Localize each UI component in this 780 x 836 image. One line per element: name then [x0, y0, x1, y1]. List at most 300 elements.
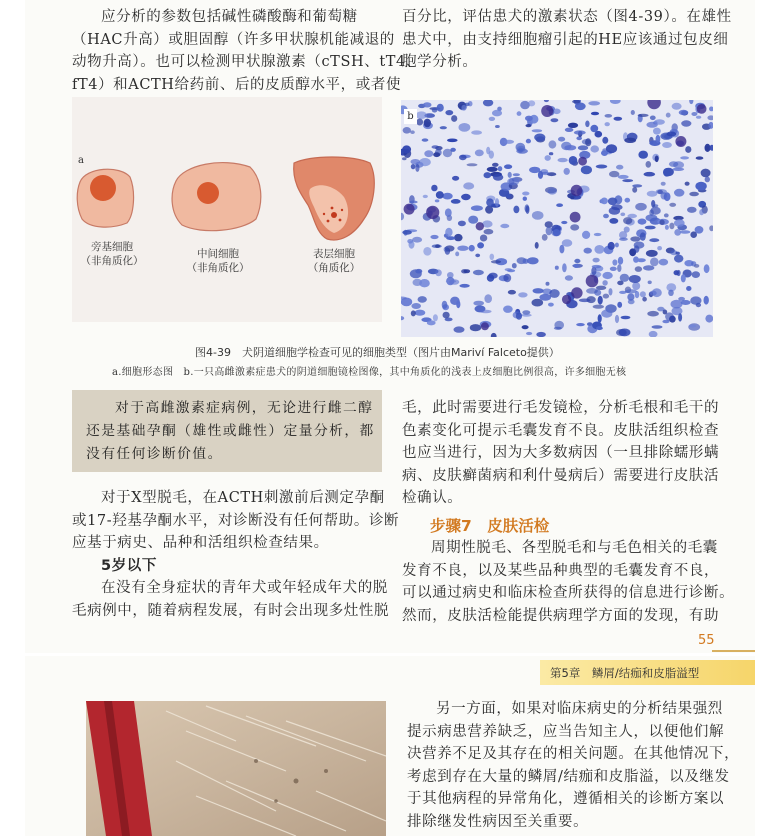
stained-cell [668, 290, 674, 296]
stained-cell [609, 288, 613, 295]
stained-cell [634, 242, 645, 249]
stained-cell [409, 201, 418, 204]
stained-cell [493, 174, 503, 181]
text-line: 毛病例中，随着病程发展，有时会出现多灶性脱 [72, 602, 390, 619]
figure-caption: 图4-39 犬阴道细胞学检查可见的细胞类型（图片由Mariví Falceto提供） [195, 346, 560, 359]
stained-cell [602, 137, 608, 144]
stained-cell [551, 118, 559, 122]
stained-cell [506, 194, 511, 198]
text-line: 发育不良，以及某些品种典型的毛囊发育不良， [402, 562, 720, 579]
stained-cell [518, 292, 527, 297]
stained-cell [696, 156, 704, 159]
stained-cell [631, 110, 635, 115]
stained-cell [679, 110, 689, 115]
text-line: 动物升高）。也可以检测甲状腺激素（cTSH、tT4、 [72, 54, 421, 71]
stained-cell [480, 310, 492, 313]
stained-cell [601, 150, 608, 156]
figure-caption-sub: a.细胞形态图 b.一只高雌激素症患犬的阴道细胞镜检图像，其中角质化的浅表上皮细胞比例很高，许多细胞无核 [112, 367, 627, 378]
stained-cell [638, 151, 648, 159]
stained-cell [542, 234, 548, 241]
step-7-heading: 步骤7 皮肤活检 [430, 517, 550, 535]
stained-cell [699, 209, 704, 215]
stained-cell [601, 310, 612, 318]
stained-cell [674, 219, 685, 226]
stained-cell [536, 332, 546, 337]
stained-cell [619, 329, 631, 337]
stained-cell [643, 265, 654, 270]
stained-cell [522, 192, 529, 196]
stained-cell [532, 299, 544, 307]
stained-cell [590, 145, 599, 152]
left-column-text [72, 487, 399, 623]
stained-cell [602, 272, 612, 279]
stained-cell [646, 161, 652, 168]
stain-dot [323, 213, 325, 215]
stained-cell [579, 299, 591, 303]
stained-cell [611, 204, 622, 210]
stained-cell [642, 297, 647, 302]
stained-cell [614, 117, 623, 121]
stained-cell [401, 298, 412, 307]
stained-cell [644, 172, 656, 177]
stained-cell [666, 113, 671, 118]
stained-cell [672, 103, 682, 110]
text-line: 另一方面，如果对临床病史的分析结果强烈 [436, 701, 723, 717]
stained-cell [435, 244, 440, 248]
stained-cell [655, 156, 659, 163]
text-line: 排除继发性病因至关重要。 [407, 813, 589, 830]
stained-cell [423, 195, 428, 198]
stained-cell [445, 110, 453, 115]
stained-cell [686, 286, 691, 291]
stained-cell [512, 263, 517, 268]
stained-cell [605, 114, 613, 118]
stained-cell [491, 260, 501, 263]
stained-cell [516, 312, 522, 319]
stained-cell [508, 290, 516, 295]
right-column-text-2 [402, 537, 734, 627]
stained-cell [471, 130, 482, 134]
stained-cell [549, 140, 557, 148]
page-number-rule [712, 650, 755, 652]
stained-cell [409, 241, 415, 249]
stained-cell [593, 258, 600, 263]
stained-cell [443, 312, 450, 319]
stained-cell [562, 263, 567, 272]
stained-cell [492, 110, 502, 117]
stained-cell [624, 138, 636, 143]
stained-cell [504, 164, 512, 169]
stained-cell [623, 217, 632, 224]
stained-cell [526, 139, 531, 144]
stained-cell [538, 171, 543, 179]
stained-cell [661, 182, 666, 186]
nucleated-cell [586, 275, 599, 288]
stained-cell [433, 152, 440, 157]
text-line: 应分析的参数包括碱性磷酸酶和葡萄糖 [101, 9, 358, 25]
stained-cell [433, 314, 438, 321]
stained-cell [568, 123, 578, 128]
stained-cell [690, 296, 701, 304]
nucleated-cell [404, 204, 415, 215]
stained-cell [427, 320, 436, 325]
stained-cell [402, 157, 407, 160]
stained-cell [528, 100, 535, 106]
stained-cell [411, 159, 421, 164]
stained-cell [436, 191, 444, 199]
pyknotic-nucleus [331, 212, 337, 218]
stained-cell [526, 124, 532, 127]
stained-cell [533, 288, 544, 293]
figure-label-b: b [404, 109, 417, 124]
stained-cell [440, 126, 447, 129]
stained-cell [445, 228, 452, 237]
stained-cell [423, 247, 431, 256]
stained-cell [437, 104, 444, 112]
text-line: （HAC升高）或胆固醇（许多甲状腺机能减退的 [72, 31, 395, 48]
cytology-micrograph [401, 100, 713, 337]
stained-cell [672, 168, 684, 171]
stained-cell [574, 259, 580, 263]
stained-cell [648, 281, 652, 285]
stained-cell [458, 221, 466, 227]
stained-cell [432, 145, 439, 149]
stained-cell [640, 232, 646, 240]
stained-cell [596, 165, 608, 169]
stained-cell [548, 303, 554, 307]
text-line: 百分比，评估患犬的激素状态（图4-39）。在雄性 [402, 9, 732, 25]
stained-cell [680, 230, 691, 234]
right-column-text [402, 397, 719, 510]
stained-cell [620, 274, 629, 282]
stained-cell [664, 213, 669, 217]
stained-cell [402, 145, 411, 153]
stained-cell [516, 148, 528, 153]
stained-cell [590, 125, 598, 133]
stained-cell [632, 184, 642, 187]
stained-cell [442, 301, 448, 309]
stained-cell [689, 192, 699, 197]
stained-cell [695, 182, 706, 191]
stained-cell [415, 269, 422, 274]
stained-cell [689, 325, 697, 328]
nucleated-cell [570, 212, 581, 223]
stained-cell [645, 226, 656, 230]
stained-cell [593, 305, 604, 309]
top-right-paragraph [402, 6, 732, 74]
stained-cell [654, 119, 665, 125]
stain-dot [339, 219, 342, 222]
text-line: 对于X型脱毛，在ACTH刺激前后测定孕酮 [101, 490, 385, 506]
stained-cell [652, 325, 663, 328]
text-line: 检确认。 [402, 490, 463, 507]
stained-cell [403, 127, 411, 134]
stained-cell [625, 198, 631, 203]
stained-cell [435, 269, 442, 276]
stained-cell [526, 332, 532, 335]
text-line: 患犬中，由支持细胞瘤引起的HE应该通过包皮细 [402, 31, 729, 48]
stain-dot [331, 207, 334, 210]
stained-cell [661, 192, 667, 199]
stained-cell [617, 264, 621, 272]
text-line: 于其他病程的异常角化，遵循相关的诊断方案以 [407, 791, 725, 808]
stained-cell [430, 235, 438, 239]
stained-cell [513, 206, 519, 214]
stained-cell [609, 171, 619, 177]
stained-cell [585, 121, 589, 128]
stained-cell [691, 112, 697, 116]
stained-cell [674, 189, 684, 197]
parabasal-nucleus [90, 175, 116, 201]
stained-cell [650, 291, 657, 296]
stained-cell [477, 242, 484, 248]
stained-cell [507, 178, 519, 186]
stained-cell [555, 266, 559, 270]
stained-cell [468, 216, 478, 224]
micrograph-image [401, 100, 713, 337]
stained-cell [662, 142, 672, 148]
text-line: 对于高雌激素症病例，无论进行雌二醇 [115, 400, 374, 416]
stained-cell [705, 177, 710, 183]
stained-cell [685, 182, 690, 186]
stained-cell [681, 120, 691, 126]
stained-cell [692, 271, 700, 278]
stained-cell [424, 150, 433, 157]
stained-cell [412, 237, 422, 243]
nucleated-cell [578, 157, 587, 166]
stained-cell [608, 242, 615, 250]
stained-cell [459, 123, 471, 132]
stained-cell [444, 247, 449, 252]
stained-cell [461, 194, 471, 200]
stained-cell [489, 151, 494, 159]
nucleated-cell [481, 322, 489, 330]
stained-cell [503, 306, 513, 313]
stained-cell [620, 213, 625, 217]
stained-cell [671, 300, 683, 309]
stained-cell [647, 191, 658, 197]
stained-cell [459, 284, 469, 288]
dog-skin-photo [86, 701, 386, 836]
stained-cell [415, 164, 419, 172]
stained-cell [490, 254, 495, 260]
stained-cell [545, 155, 551, 161]
stained-cell [576, 136, 582, 140]
stained-cell [484, 172, 492, 178]
stained-cell [615, 315, 619, 323]
note-text [86, 397, 375, 466]
stained-cell [570, 196, 574, 199]
stained-cell [603, 294, 609, 299]
stained-cell [527, 257, 539, 264]
stained-cell [522, 310, 530, 314]
stained-cell [424, 119, 431, 128]
stained-cell [447, 139, 458, 143]
cell-label-intermediate: 中间细胞 （非角质化） [186, 248, 250, 274]
stained-cell [517, 111, 522, 116]
text-line: 还是基础孕酮（雄性或雌性）定量分析，都 [86, 423, 375, 439]
stained-cell [622, 179, 633, 182]
stained-cell [657, 246, 662, 250]
stained-cell [591, 112, 599, 116]
stained-cell [419, 158, 431, 166]
stained-cell [523, 197, 527, 201]
subheading-under-5: 5岁以下 [101, 557, 157, 574]
stained-cell [464, 269, 471, 273]
stained-cell [581, 166, 592, 175]
stained-cell [467, 163, 478, 166]
stained-cell [632, 187, 637, 193]
text-line: 没有任何诊断价值。 [86, 446, 223, 462]
stained-cell [629, 275, 641, 283]
nucleated-cell [571, 185, 583, 197]
stained-cell [564, 168, 570, 175]
stained-cell [596, 326, 603, 330]
stained-cell [687, 207, 697, 213]
stained-cell [605, 122, 610, 126]
stained-cell [452, 176, 459, 181]
stained-cell [454, 234, 463, 241]
stained-cell [582, 231, 590, 239]
note-box [72, 390, 382, 472]
stained-cell [475, 254, 480, 258]
text-line: 提示病患营养缺乏，应当告知主人，以便他们解 [407, 723, 725, 740]
bottom-right-paragraph [407, 698, 739, 834]
stained-cell [548, 188, 557, 194]
stained-cell [469, 245, 475, 252]
text-line: 应基于病史、品种和活组织检查结果。 [72, 535, 329, 552]
stain-dot [327, 220, 330, 223]
stained-cell [485, 206, 493, 214]
stained-cell [621, 316, 631, 319]
text-line: 周期性脱毛、各型脱毛和与毛色相关的毛囊 [431, 540, 718, 556]
stained-cell [677, 270, 681, 276]
stained-cell [561, 221, 567, 224]
text-line: 或17-羟基孕酮水平，对诊断没有任何帮助。诊断 [72, 512, 400, 529]
stained-cell [669, 203, 676, 207]
stained-cell [459, 155, 467, 161]
stained-cell [556, 203, 563, 207]
stained-cell [633, 256, 639, 262]
stained-cell [598, 296, 603, 305]
stained-cell [635, 203, 647, 211]
stained-cell [681, 274, 686, 282]
stained-cell [701, 169, 711, 178]
chapter-title: 第5章 鳞屑/结痂和皮脂溢型 [550, 666, 700, 680]
stained-cell [650, 116, 656, 121]
nucleated-cell [541, 105, 553, 117]
nucleated-cell [476, 222, 484, 230]
stained-cell [508, 172, 512, 178]
stained-cell [660, 220, 665, 226]
stained-cell [680, 156, 689, 159]
stained-cell [663, 310, 668, 315]
stained-cell [456, 300, 460, 308]
stained-cell [431, 185, 437, 192]
stained-cell [504, 140, 514, 144]
stained-cell [489, 117, 495, 121]
nucleated-cell [697, 104, 707, 114]
nucleated-cell [426, 206, 439, 219]
stained-cell [576, 323, 585, 326]
stained-cell [549, 152, 553, 155]
stained-cell [498, 166, 503, 171]
stained-cell [608, 198, 618, 206]
stained-cell [451, 115, 457, 122]
stained-cell [646, 250, 658, 257]
stained-cell [663, 168, 671, 177]
text-line: 决营养不足及其存在的相关问题。在其他情况下， [407, 746, 740, 763]
stained-cell [532, 129, 543, 132]
text-line: 然而，皮肤活检能提供病理学方面的发现，有助 [402, 607, 720, 624]
stained-cell [471, 205, 483, 211]
stained-cell [625, 289, 637, 293]
stained-cell [650, 258, 659, 267]
stained-cell [495, 198, 499, 207]
stained-cell [564, 145, 576, 150]
stained-cell [635, 266, 642, 272]
stained-cell [488, 273, 497, 279]
cell-label-superficial: 表层细胞 （角质化） [307, 248, 361, 274]
stained-cell [455, 252, 459, 257]
stained-cell [558, 158, 568, 162]
text-line: 可以通过病史和临床检查所获得的信息进行诊断。 [402, 585, 735, 602]
stained-cell [704, 296, 709, 305]
stained-cell [603, 214, 609, 219]
stained-cell [659, 259, 668, 266]
nucleated-cell [571, 287, 582, 298]
stained-cell [628, 299, 635, 304]
stained-cell [465, 103, 470, 107]
cell-type-diagram [72, 97, 382, 322]
stained-cell [402, 230, 412, 235]
stained-cell [492, 163, 499, 167]
stained-cell [612, 259, 617, 265]
stained-cell [594, 245, 604, 254]
stained-cell [584, 248, 592, 254]
stained-cell [443, 149, 452, 157]
stained-cell [618, 257, 623, 265]
stained-cell [475, 150, 484, 157]
stained-cell [411, 164, 416, 169]
stained-cell [432, 108, 438, 113]
stained-cell [602, 280, 607, 286]
stained-cell [480, 235, 487, 242]
stained-cell [592, 265, 602, 268]
stained-cell [565, 128, 574, 132]
text-line: 毛，此时需要进行毛发镜检，分析毛根和毛干的 [402, 400, 720, 416]
figure-label-a: a [78, 155, 84, 166]
stained-cell [473, 301, 484, 306]
stained-cell [449, 279, 459, 285]
stained-cell [696, 116, 701, 119]
stained-cell [503, 274, 511, 282]
nucleated-cell [675, 136, 686, 147]
stained-cell [691, 261, 696, 266]
stained-cell [596, 286, 606, 290]
top-left-paragraph [72, 6, 421, 96]
stained-cell [632, 282, 640, 290]
stained-cell [598, 314, 602, 322]
stained-cell [451, 199, 461, 204]
stained-cell [535, 242, 539, 249]
stained-cell [685, 146, 691, 153]
page-number: 55 [698, 633, 715, 648]
stained-cell [575, 103, 586, 111]
cell-label-parabasal: 旁基细胞 （非角质化） [80, 241, 144, 267]
text-line: fT4）和ACTH给药前、后的皮质醇水平，或者使 [72, 76, 402, 93]
stained-cell [578, 145, 588, 150]
